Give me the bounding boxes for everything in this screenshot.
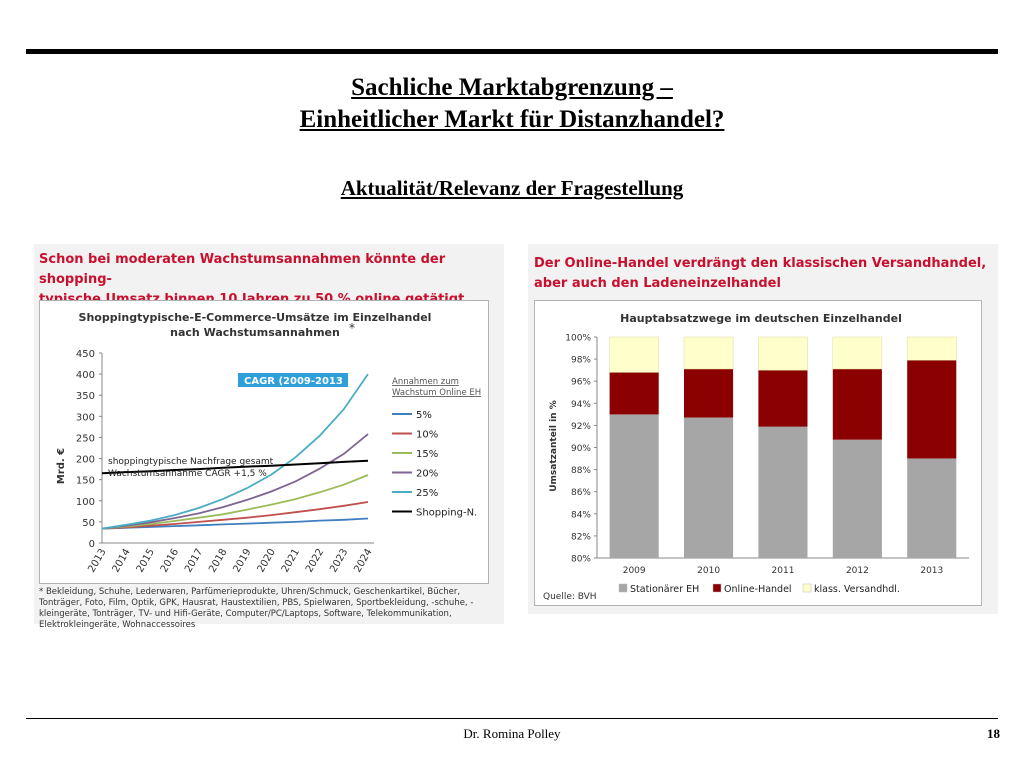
cagr-badge-label: CAGR (2009-2013 <box>244 376 343 387</box>
bar-legend-swatch <box>713 584 721 592</box>
bar-legend-label: Online-Handel <box>724 584 792 595</box>
bar-segment-klass-versandhdl- <box>610 337 659 372</box>
right-headline-line1: Der Online-Handel verdrängt den klassischen Versandhandel, <box>534 256 987 271</box>
bar-legend-swatch <box>803 584 811 592</box>
bar-segment-online-handel <box>610 372 659 414</box>
line-y-tick-label: 150 <box>75 475 95 487</box>
bar-chart-box <box>534 300 982 606</box>
bar-segment-klass-versandhdl- <box>684 337 733 369</box>
line-x-tick-label: 2014 <box>110 547 133 575</box>
bar-chart <box>535 301 981 605</box>
bar-y-tick-label: 96% <box>570 377 591 388</box>
line-y-tick-label: 250 <box>75 433 95 445</box>
bar-segment-online-handel <box>833 369 882 440</box>
top-rule <box>26 49 998 54</box>
line-chart-title-line2: nach Wachstumsannahmen <box>170 326 340 339</box>
right-headline <box>534 254 994 294</box>
bar-segment-klass-versandhdl- <box>758 337 807 370</box>
bar-x-tick-label: 2009 <box>622 566 646 576</box>
right-panel <box>528 244 998 614</box>
line-legend-label: 25% <box>416 488 439 499</box>
bar-segment-online-handel <box>684 369 733 418</box>
bar-y-tick-label: 90% <box>570 444 591 454</box>
line-series-20- <box>102 434 368 528</box>
legend-title-line1: Annahmen zum <box>392 377 459 387</box>
bar-segment-station-rer-eh <box>610 414 659 558</box>
bar-y-tick-label: 88% <box>570 466 591 477</box>
line-chart <box>40 301 488 583</box>
line-chart-title-line1: Shoppingtypische-E-Commerce-Umsätze im Einzelhandel <box>78 311 432 324</box>
bar-y-tick-label: 92% <box>570 421 591 432</box>
line-series-25- <box>102 374 368 528</box>
bar-y-tick-label: 98% <box>570 355 591 366</box>
line-legend-label: 10% <box>416 429 439 441</box>
line-legend-label: 20% <box>416 468 439 480</box>
page-number: 18 <box>987 726 1000 741</box>
bar-legend-label: Stationärer EH <box>630 584 700 595</box>
left-panel <box>34 244 504 630</box>
line-x-tick-label: 2013 <box>86 547 109 575</box>
line-y-tick-label: 0 <box>88 539 95 550</box>
slide-subtitle: Aktualität/Relevanz der Fragestellung <box>340 176 684 200</box>
annotation-line2: Wachstumsannahme CAGR +1,5 % <box>108 469 267 479</box>
bar-chart-title: Hauptabsatzwege im deutschen Einzelhandel <box>620 312 902 325</box>
slide-title-line2: Einheitlicher Markt für Distanzhandel? <box>299 106 725 133</box>
bar-legend-swatch <box>619 584 627 592</box>
line-x-tick-label: 2019 <box>231 547 254 575</box>
bar-y-tick-label: 84% <box>570 510 591 521</box>
bar-segment-klass-versandhdl- <box>907 337 956 360</box>
legend-title-line2: Wachstum Online EH <box>392 388 482 398</box>
line-x-tick-label: 2015 <box>134 547 157 575</box>
line-x-tick-label: 2021 <box>279 547 303 575</box>
bar-segment-station-rer-eh <box>907 459 956 558</box>
bar-segment-online-handel <box>907 360 956 458</box>
line-y-tick-label: 50 <box>82 517 95 529</box>
line-legend-label: Shopping-N. <box>416 507 478 519</box>
bar-chart-ylabel: Umsatzanteil in % <box>549 400 559 492</box>
footer-rule <box>26 718 998 719</box>
line-y-tick-label: 200 <box>75 454 95 466</box>
line-y-tick-label: 300 <box>75 412 95 424</box>
annotation-line1: shoppingtypische Nachfrage gesamt <box>108 457 274 467</box>
bar-segment-station-rer-eh <box>684 418 733 558</box>
bar-y-tick-label: 100% <box>565 333 591 344</box>
bar-x-tick-label: 2010 <box>697 566 721 576</box>
slide-title-line1: Sachliche Marktabgrenzung – <box>351 74 673 101</box>
line-y-tick-label: 350 <box>75 391 95 403</box>
left-headline-line1: Schon bei moderaten Wachstumsannahmen könnte der shopping- <box>39 252 446 287</box>
line-x-tick-label: 2023 <box>328 547 351 575</box>
line-x-tick-label: 2020 <box>255 547 278 575</box>
line-chart-ylabel: Mrd. € <box>56 447 67 485</box>
bar-x-tick-label: 2012 <box>845 566 869 576</box>
line-chart-box <box>39 300 489 584</box>
line-x-tick-label: 2022 <box>303 547 327 575</box>
bar-x-tick-label: 2013 <box>920 566 944 576</box>
bar-chart-source: Quelle: BVH <box>543 592 597 602</box>
line-legend-label: 5% <box>416 410 432 421</box>
bar-x-tick-label: 2011 <box>771 566 795 576</box>
bar-y-tick-label: 86% <box>570 488 591 499</box>
line-x-tick-label: 2016 <box>158 547 182 575</box>
line-x-tick-label: 2024 <box>352 547 375 575</box>
bar-segment-klass-versandhdl- <box>833 337 882 369</box>
bar-segment-station-rer-eh <box>833 440 882 558</box>
bar-legend-label: klass. Versandhdl. <box>814 584 900 595</box>
line-y-tick-label: 450 <box>75 349 95 360</box>
bar-segment-online-handel <box>758 370 807 426</box>
right-headline-line2: aber auch den Ladeneinzelhandel <box>534 276 781 291</box>
bar-y-tick-label: 82% <box>570 532 591 543</box>
left-footnote: * Bekleidung, Schuhe, Lederwaren, Parfümerieprodukte, Uhren/Schmuck, Geschenkartikel, Bücher, Tonträger, Foto, Film, Optik, GPK, Hausrat, Haustextilien, PBS, Spielwaren, Sportbekleidung, -schuhe, -kleingeräte, Tonträger, TV- und Hifi-Geräte, Computer/PC/Laptops, Software, Telekommunikation, Elektrokleingeräte, Wohnaccessoires <box>39 587 474 630</box>
bar-segment-station-rer-eh <box>758 427 807 559</box>
bar-y-tick-label: 94% <box>570 399 591 410</box>
line-x-tick-label: 2017 <box>183 547 206 575</box>
line-y-tick-label: 400 <box>75 370 95 382</box>
footer-author: Dr. Romina Polley <box>463 726 561 741</box>
bar-y-tick-label: 80% <box>570 554 591 565</box>
line-x-tick-label: 2018 <box>207 547 230 575</box>
line-legend-label: 15% <box>416 449 439 460</box>
line-y-tick-label: 100 <box>75 496 95 508</box>
line-chart-title-mark: * <box>349 321 355 335</box>
